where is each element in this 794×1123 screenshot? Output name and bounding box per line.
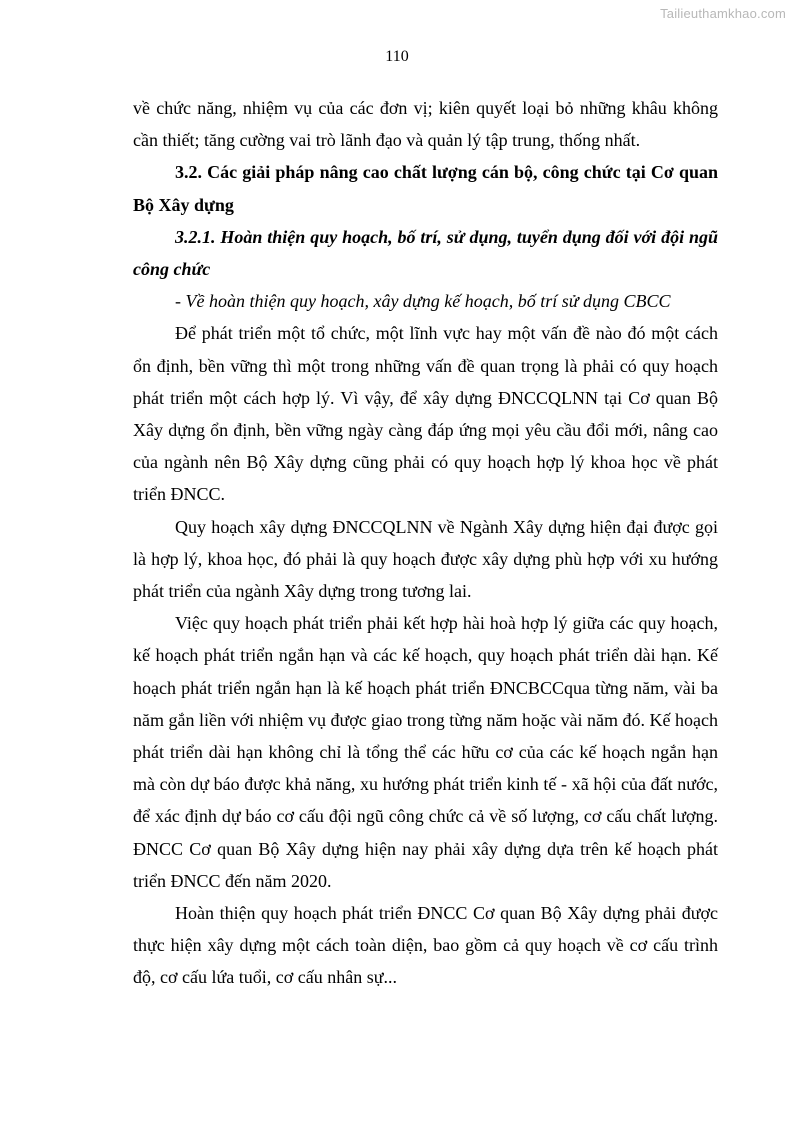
body-paragraph-4: Hoàn thiện quy hoạch phát triển ĐNCC Cơ quan Bộ Xây dựng phải được thực hiện xây dựng một cách toàn diện, bao gồm cả quy hoạch về cơ cấu trình độ, cơ cấu lứa tuổi, cơ cấu nhân sự... — [133, 903, 718, 988]
topic-line: - Về hoàn thiện quy hoạch, xây dựng kế hoạch, bố trí sử dụng CBCC — [175, 291, 671, 312]
subsection-heading: 3.2.1. Hoàn thiện quy hoạch, bố trí, sử dụng, tuyển dụng đối với đội ngũ công chức — [133, 226, 718, 280]
body-paragraph-3: Việc quy hoạch phát triển phải kết hợp hài hoà hợp lý giữa các quy hoạch, kế hoạch phát triển ngắn hạn và các kế hoạch, quy hoạch phát triển dài hạn. Kế hoạch phát triển ngắn hạn là kế hoạch phát triển ĐNCBCCqua từng năm, vài ba năm gắn liền với nhiệm vụ được giao trong từng năm hoặc vài năm đó. Kế hoạch phát triển dài hạn không chỉ là tổng thể các hữu cơ của các kế hoạch ngắn hạn mà còn dự báo được khả năng, xu hướng phát triển kinh tế - xã hội của đất nước, để xác định dự báo cơ cấu đội ngũ công chức cả về số lượng, cơ cấu chất lượng. ĐNCC Cơ quan Bộ Xây dựng hiện nay phải xây dựng dựa trên kế hoạch phát triển ĐNCC đến năm 2020. — [133, 613, 718, 891]
body-paragraph-2: Quy hoạch xây dựng ĐNCCQLNN về Ngành Xây dựng hiện đại được gọi là hợp lý, khoa học, đó phải là quy hoạch được xây dựng phù hợp với xu hướng phát triển của ngành Xây dựng trong tương lai. — [133, 516, 718, 602]
body-paragraph-1: Để phát triển một tổ chức, một lĩnh vực hay một vấn đề nào đó một cách ổn định, bền vững thì một trong những vấn đề quan trọng là phải có quy hoạch phát triển một cách hợp lý. Vì vậy, để xây dựng ĐNCCQLNN tại Cơ quan Bộ Xây dựng ổn định, bền vững ngày càng đáp ứng mọi yêu cầu đổi mới, nâng cao của ngành nên Bộ Xây dựng cũng phải có quy hoạch hợp lý khoa học về phát triển ĐNCC. — [133, 323, 718, 505]
paragraph-continuation: về chức năng, nhiệm vụ của các đơn vị; kiên quyết loại bỏ những khâu không cần thiết; tăng cường vai trò lãnh đạo và quản lý tập trung, thống nhất. — [133, 98, 718, 151]
section-heading: 3.2. Các giải pháp nâng cao chất lượng cán bộ, công chức tại Cơ quan Bộ Xây dựng — [133, 162, 718, 215]
document-body — [133, 92, 718, 994]
watermark-text: Tailieuthamkhao.com — [660, 6, 786, 21]
page-number: 110 — [385, 48, 409, 65]
